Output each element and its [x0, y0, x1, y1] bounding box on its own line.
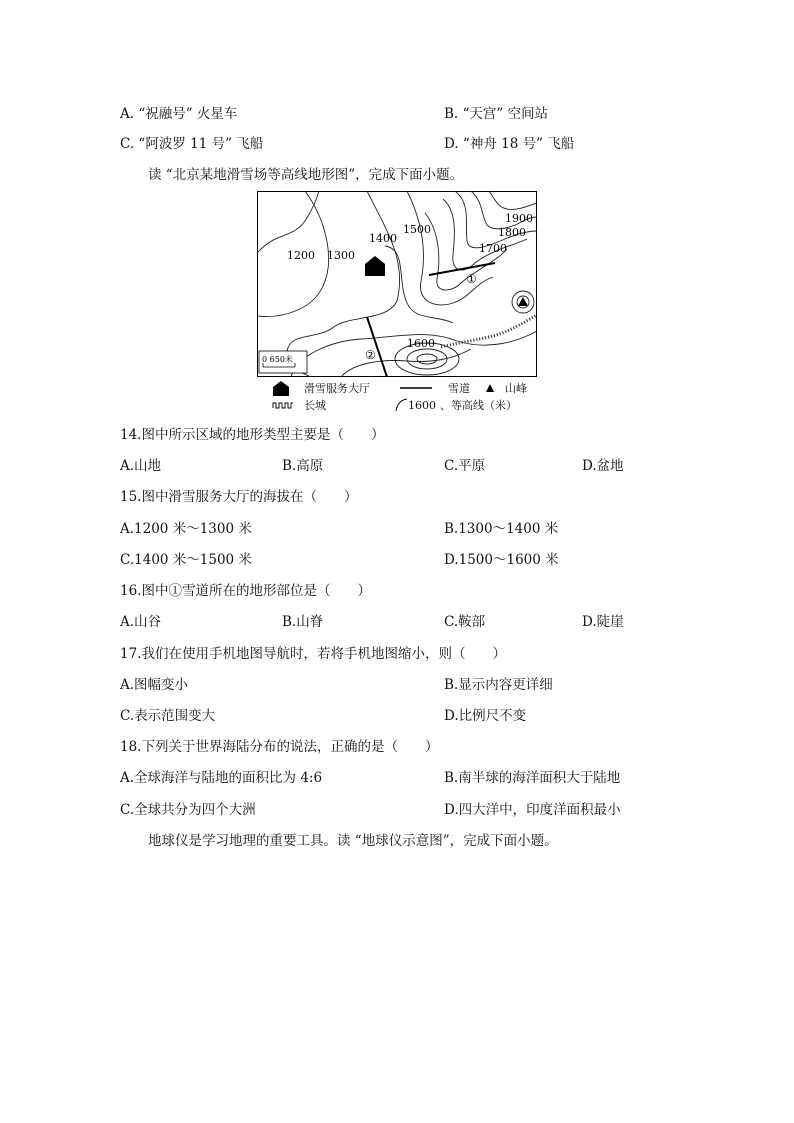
contour-label-1300: 1300	[327, 249, 355, 262]
q16-option-d: D.陡崖	[582, 614, 624, 630]
contour-label-1700: 1700	[479, 242, 507, 255]
q16-option-a: A.山谷	[120, 614, 162, 630]
scale-bar-label: 0 650米	[262, 355, 293, 364]
ski-trail-2-label: ②	[365, 348, 376, 362]
q13-option-b: B. “天宫” 空间站	[444, 106, 549, 122]
q13-option-a: A. “祝融号” 火星车	[120, 106, 238, 122]
legend-peak-icon	[485, 383, 495, 393]
legend-wall-icon	[272, 401, 294, 409]
legend-trail-label: 雪道	[448, 382, 470, 395]
q14-stem: 14.图中所示区域的地形类型主要是（ ）	[120, 427, 385, 443]
q13-option-d: D. “神舟 18 号” 飞船	[444, 136, 575, 152]
q17-stem: 17.我们在使用手机地图导航时，若将手机地图缩小，则（ ）	[120, 646, 506, 662]
q18-stem: 18.下列关于世界海陆分布的说法，正确的是（ ）	[120, 739, 439, 755]
legend-trail-icon	[400, 385, 432, 391]
q17-option-b: B.显示内容更详细	[444, 677, 553, 693]
q15-option-b: B.1300～1400 米	[444, 521, 559, 537]
q14-option-d: D.盆地	[582, 458, 624, 474]
q13-option-c: C. “阿波罗 11 号” 飞船	[120, 136, 264, 152]
contour-label-1400: 1400	[369, 232, 397, 245]
legend-wall-label: 长城	[304, 399, 326, 412]
contour-label-1600: 1600	[407, 337, 435, 350]
q15-option-c: C.1400 米～1500 米	[120, 552, 252, 568]
globe-intro-text: 地球仪是学习地理的重要工具。读 “地球仪示意图”，完成下面小题。	[148, 833, 558, 849]
ski-trail-1-label: ①	[466, 272, 477, 286]
q14-option-c: C.平原	[444, 458, 486, 474]
q18-option-c: C.全球共分为四个大洲	[120, 802, 256, 818]
q17-option-a: A.图幅变小	[120, 677, 189, 693]
q17-option-d: D.比例尺不变	[444, 708, 527, 724]
legend-contour-label: 、等高线（米）	[440, 399, 517, 412]
legend-peak-label: 山峰	[505, 382, 527, 395]
q15-stem: 15.图中滑雪服务大厅的海拔在（ ）	[120, 489, 358, 505]
legend-hall-label: 滑雪服务大厅	[304, 382, 370, 395]
q18-option-a: A.全球海洋与陆地的面积比为 4:6	[120, 770, 323, 786]
q14-option-a: A.山地	[120, 458, 162, 474]
legend-contour-icon	[394, 397, 408, 413]
contour-map	[257, 191, 537, 377]
contour-label-1200: 1200	[287, 249, 315, 262]
q18-option-d: D.四大洋中，印度洋面积最小	[444, 802, 621, 818]
map-intro-text: 读 “北京某地滑雪场等高线地形图”，完成下面小题。	[148, 167, 464, 183]
contour-map-svg	[257, 191, 537, 377]
legend-contour-value: 1600	[408, 399, 436, 412]
q16-option-c: C.鞍部	[444, 614, 486, 630]
q15-option-a: A.1200 米～1300 米	[120, 521, 252, 537]
legend-hall-icon	[272, 381, 290, 397]
contour-label-1500: 1500	[403, 223, 431, 236]
contour-label-1800: 1800	[498, 226, 526, 239]
q18-option-b: B.南半球的海洋面积大于陆地	[444, 770, 621, 786]
q15-option-d: D.1500～1600 米	[444, 552, 559, 568]
contour-label-1900: 1900	[505, 212, 533, 225]
q17-option-c: C.表示范围变大	[120, 708, 216, 724]
q14-option-b: B.高原	[282, 458, 324, 474]
q16-stem: 16.图中①雪道所在的地形部位是（ ）	[120, 583, 371, 599]
q16-option-b: B.山脊	[282, 614, 324, 630]
